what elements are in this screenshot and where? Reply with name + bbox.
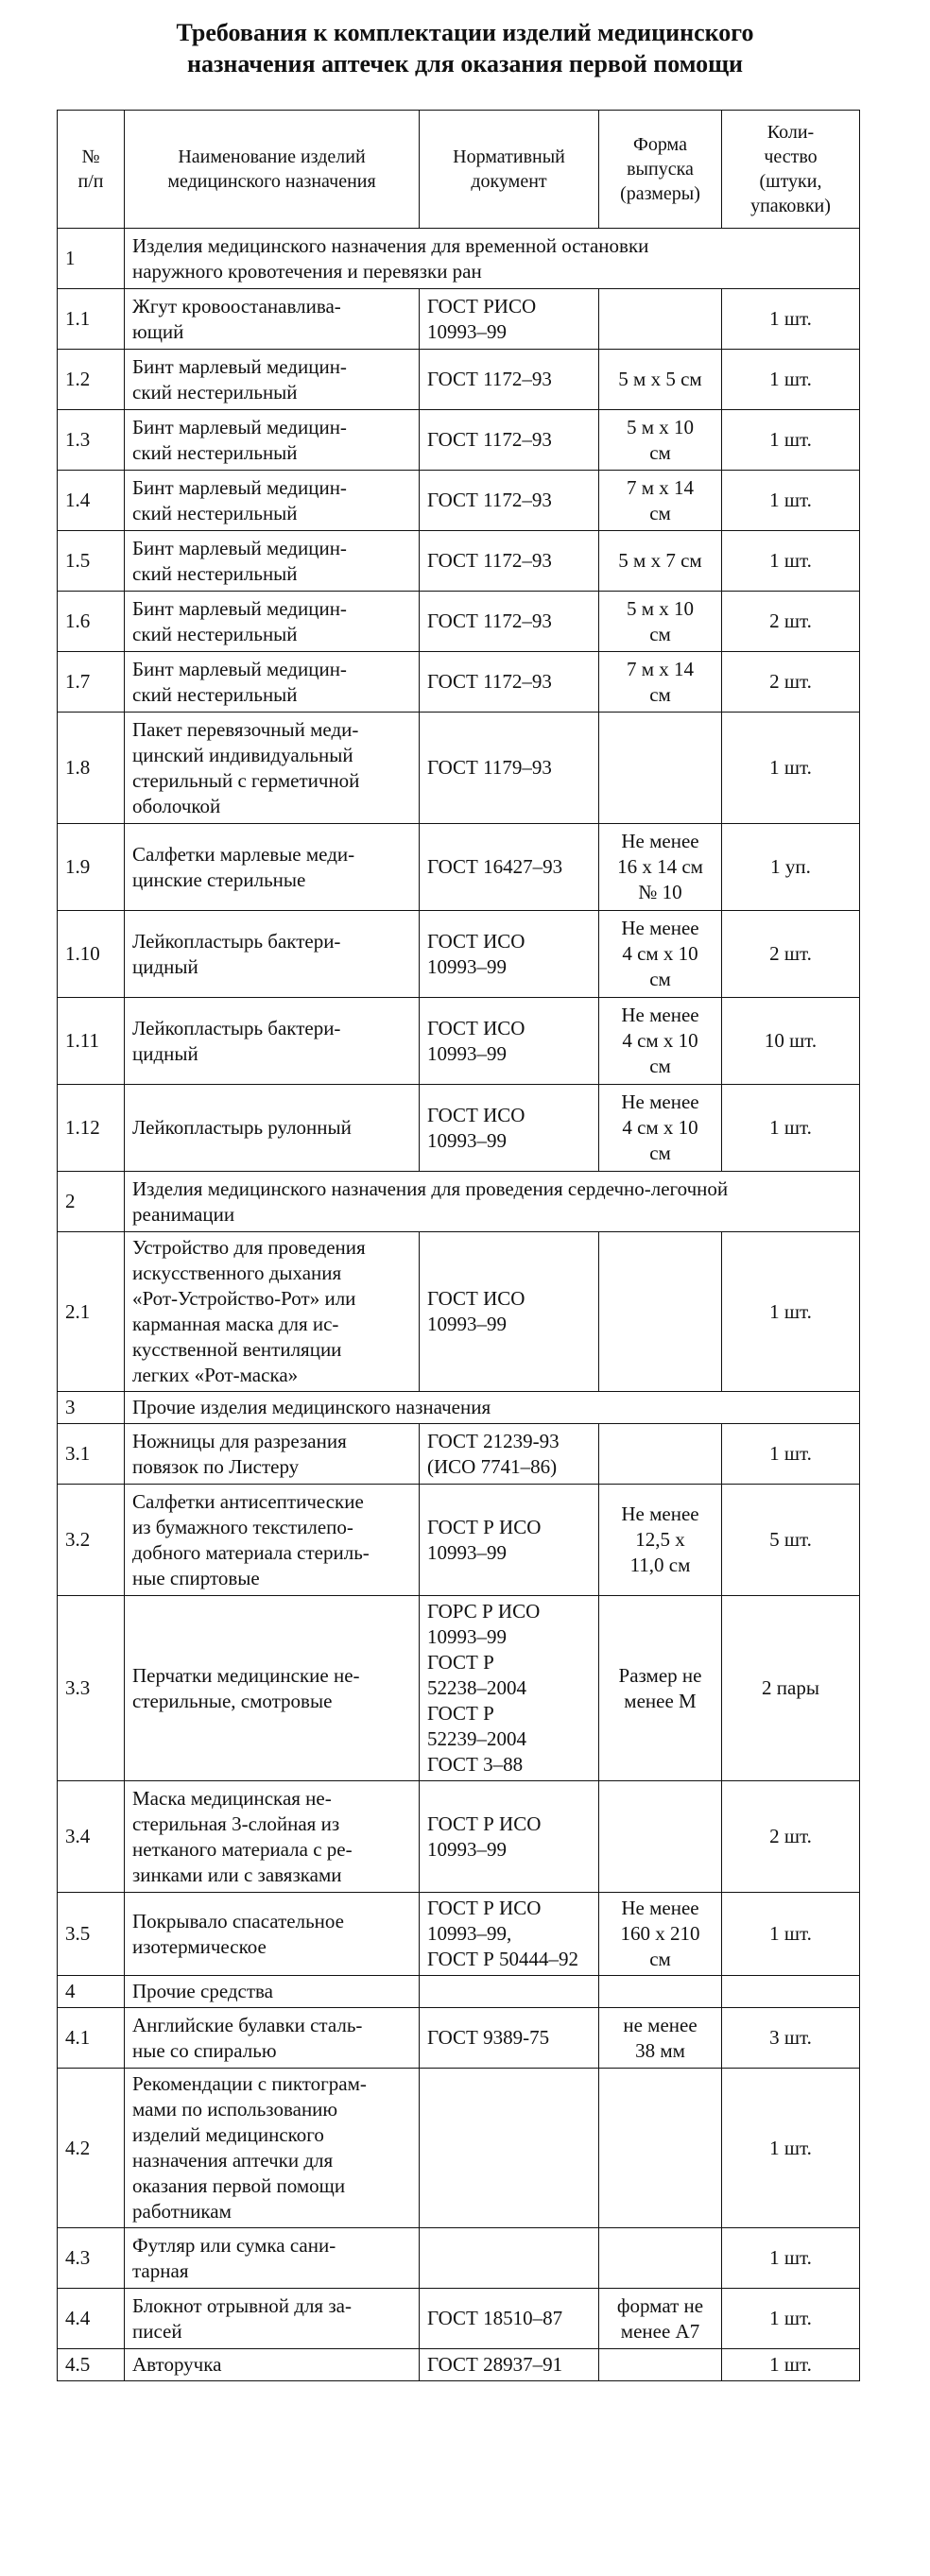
section-title: Изделия медицинского назначения для проведения сердечно-легочной реанимации [125, 1172, 860, 1232]
quantity: 1 шт. [722, 410, 860, 471]
row-number: 4.2 [58, 2069, 125, 2228]
normative-document: ГОСТ 1172–93 [420, 531, 599, 592]
item-name: Бинт марлевый медицин- ский нестерильный [125, 350, 420, 410]
section-title: Изделия медицинского назначения для временной остановки наружного кровотечения и перевязки ран [125, 229, 860, 289]
release-form: 5 м х 10 см [599, 410, 722, 471]
normative-document: ГОРС Р ИСО 10993–99 ГОСТ Р 52238–2004 ГОСТ Р 52239–2004 ГОСТ 3–88 [420, 1596, 599, 1781]
quantity: 1 шт. [722, 713, 860, 824]
normative-document: ГОСТ 1172–93 [420, 350, 599, 410]
release-form: 5 м х 10 см [599, 592, 722, 652]
normative-document [420, 2069, 599, 2228]
section-row [58, 1392, 860, 1424]
quantity: 1 шт. [722, 2228, 860, 2289]
item-name: Покрывало спасательное изотермическое [125, 1893, 420, 1976]
quantity: 1 шт. [722, 1085, 860, 1172]
quantity: 1 шт. [722, 1424, 860, 1485]
row-number: 1.12 [58, 1085, 125, 1172]
quantity: 2 шт. [722, 1781, 860, 1893]
section-title: Прочие изделия медицинского назначения [125, 1392, 860, 1424]
normative-document: ГОСТ ИСО 10993–99 [420, 911, 599, 998]
release-form: Не менее 4 см х 10 см [599, 911, 722, 998]
release-form: Размер не менее М [599, 1596, 722, 1781]
release-form: Не менее 12,5 х 11,0 см [599, 1485, 722, 1596]
release-form [599, 1781, 722, 1893]
row-number: 3.4 [58, 1781, 125, 1893]
quantity: 3 шт. [722, 2008, 860, 2069]
row-number: 1.7 [58, 652, 125, 713]
quantity: 1 шт. [722, 2289, 860, 2349]
quantity: 2 шт. [722, 911, 860, 998]
normative-document: ГОСТ ИСО 10993–99 [420, 1085, 599, 1172]
release-form: Не менее 4 см х 10 см [599, 998, 722, 1085]
item-name: Салфетки марлевые меди- цинские стерильные [125, 824, 420, 911]
normative-document: ГОСТ 1172–93 [420, 592, 599, 652]
normative-document: ГОСТ 1172–93 [420, 652, 599, 713]
table-row [58, 998, 860, 1085]
table-row [58, 2228, 860, 2289]
item-name: Салфетки антисептические из бумажного текстилепо- добного материала стериль- ные спиртовые [125, 1485, 420, 1596]
row-number: 1.1 [58, 289, 125, 350]
table-row [58, 289, 860, 350]
row-number: 2.1 [58, 1232, 125, 1392]
table-row [58, 350, 860, 410]
item-name: Футляр или сумка сани- тарная [125, 2228, 420, 2289]
row-number: 1.4 [58, 471, 125, 531]
release-form: Не менее 160 х 210 см [599, 1893, 722, 1976]
row-number: 4.1 [58, 2008, 125, 2069]
table-row [58, 592, 860, 652]
table-row [58, 713, 860, 824]
item-name: Лейкопластырь бактери- цидный [125, 998, 420, 1085]
table-row [58, 410, 860, 471]
item-name: Бинт марлевый медицин- ский нестерильный [125, 531, 420, 592]
row-number: 1.10 [58, 911, 125, 998]
row-number: 1.9 [58, 824, 125, 911]
release-form [599, 713, 722, 824]
row-number: 4 [58, 1976, 125, 2008]
table-body [58, 229, 860, 2381]
row-number: 1.3 [58, 410, 125, 471]
row-number: 1.2 [58, 350, 125, 410]
item-name: Жгут кровоостанавлива- ющий [125, 289, 420, 350]
empty-cell [722, 1976, 860, 2008]
release-form: Не менее 16 х 14 см № 10 [599, 824, 722, 911]
normative-document: ГОСТ 1179–93 [420, 713, 599, 824]
item-name: Маска медицинская не- стерильная 3-слойная из нетканого материала с ре- зинками или с завязками [125, 1781, 420, 1893]
item-name: Бинт марлевый медицин- ский нестерильный [125, 592, 420, 652]
header-doc: Нормативный документ [420, 111, 599, 229]
normative-document: ГОСТ Р ИСО 10993–99, ГОСТ Р 50444–92 [420, 1893, 599, 1976]
release-form: 7 м х 14 см [599, 471, 722, 531]
header-form: Форма выпуска (размеры) [599, 111, 722, 229]
item-name: Устройство для проведения искусственного дыхания «Рот-Устройство-Рот» или карманная маска для ис- кусственной вентиляции легких «Рот-маска» [125, 1232, 420, 1392]
quantity: 2 пары [722, 1596, 860, 1781]
release-form [599, 289, 722, 350]
table-row [58, 824, 860, 911]
normative-document: ГОСТ 16427–93 [420, 824, 599, 911]
quantity: 1 шт. [722, 471, 860, 531]
normative-document: ГОСТ ИСО 10993–99 [420, 1232, 599, 1392]
normative-document: ГОСТ 1172–93 [420, 410, 599, 471]
row-number: 3.2 [58, 1485, 125, 1596]
item-name: Авторучка [125, 2349, 420, 2381]
normative-document: ГОСТ Р ИСО 10993–99 [420, 1781, 599, 1893]
quantity: 1 уп. [722, 824, 860, 911]
normative-document [420, 2228, 599, 2289]
normative-document: ГОСТ 9389-75 [420, 2008, 599, 2069]
document-title [0, 0, 930, 79]
row-number: 3 [58, 1392, 125, 1424]
normative-document: ГОСТ 1172–93 [420, 471, 599, 531]
item-name: Бинт марлевый медицин- ский нестерильный [125, 471, 420, 531]
row-number: 4.5 [58, 2349, 125, 2381]
table-row [58, 2008, 860, 2069]
table-row [58, 1232, 860, 1392]
release-form [599, 2349, 722, 2381]
row-number: 1 [58, 229, 125, 289]
release-form: 5 м х 7 см [599, 531, 722, 592]
quantity: 10 шт. [722, 998, 860, 1085]
header-qty: Коли- чество (штуки, упаковки) [722, 111, 860, 229]
table-row [58, 1781, 860, 1893]
row-number: 1.6 [58, 592, 125, 652]
release-form: Не менее 4 см х 10 см [599, 1085, 722, 1172]
section-title: Прочие средства [125, 1976, 420, 2008]
item-name: Лейкопластырь рулонный [125, 1085, 420, 1172]
item-name: Рекомендации с пиктограм- мами по использованию изделий медицинского назначения аптечки для оказания первой помощи работникам [125, 2069, 420, 2228]
table-row [58, 1893, 860, 1976]
item-name: Блокнот отрывной для за- писей [125, 2289, 420, 2349]
table-row [58, 1596, 860, 1781]
normative-document: ГОСТ ИСО 10993–99 [420, 998, 599, 1085]
item-name: Бинт марлевый медицин- ский нестерильный [125, 652, 420, 713]
first-aid-kit-table [57, 110, 860, 2381]
quantity: 1 шт. [722, 1232, 860, 1392]
item-name: Лейкопластырь бактери- цидный [125, 911, 420, 998]
table-row [58, 1085, 860, 1172]
item-name: Бинт марлевый медицин- ский нестерильный [125, 410, 420, 471]
release-form [599, 1424, 722, 1485]
release-form [599, 1232, 722, 1392]
title-line-1: Требования к комплектации изделий медицинского [176, 19, 754, 46]
normative-document: ГОСТ РИСО 10993–99 [420, 289, 599, 350]
release-form: не менее 38 мм [599, 2008, 722, 2069]
quantity: 2 шт. [722, 592, 860, 652]
release-form [599, 2069, 722, 2228]
table-row [58, 911, 860, 998]
header-name: Наименование изделий медицинского назначения [125, 111, 420, 229]
row-number: 1.8 [58, 713, 125, 824]
section-row [58, 229, 860, 289]
empty-cell [420, 1976, 599, 2008]
item-name: Пакет перевязочный меди- цинский индивидуальный стерильный с герметичной оболочкой [125, 713, 420, 824]
row-number: 4.4 [58, 2289, 125, 2349]
section-row [58, 1976, 860, 2008]
release-form: 5 м х 5 см [599, 350, 722, 410]
table-row [58, 2289, 860, 2349]
empty-cell [599, 1976, 722, 2008]
quantity: 1 шт. [722, 350, 860, 410]
normative-document: ГОСТ 28937–91 [420, 2349, 599, 2381]
quantity: 1 шт. [722, 2349, 860, 2381]
quantity: 2 шт. [722, 652, 860, 713]
item-name: Перчатки медицинские не- стерильные, смотровые [125, 1596, 420, 1781]
item-name: Английские булавки сталь- ные со спиралью [125, 2008, 420, 2069]
release-form: формат не менее А7 [599, 2289, 722, 2349]
quantity: 5 шт. [722, 1485, 860, 1596]
item-name: Ножницы для разрезания повязок по Листеру [125, 1424, 420, 1485]
table-row [58, 1485, 860, 1596]
release-form: 7 м х 14 см [599, 652, 722, 713]
row-number: 2 [58, 1172, 125, 1232]
table-row [58, 2349, 860, 2381]
normative-document: ГОСТ 18510–87 [420, 2289, 599, 2349]
normative-document: ГОСТ Р ИСО 10993–99 [420, 1485, 599, 1596]
row-number: 4.3 [58, 2228, 125, 2289]
release-form [599, 2228, 722, 2289]
table-row [58, 531, 860, 592]
table-row [58, 471, 860, 531]
row-number: 3.5 [58, 1893, 125, 1976]
table-row [58, 1424, 860, 1485]
quantity: 1 шт. [722, 531, 860, 592]
table-row [58, 652, 860, 713]
row-number: 3.1 [58, 1424, 125, 1485]
header-num: № п/п [58, 111, 125, 229]
table-header-row [58, 111, 860, 229]
quantity: 1 шт. [722, 289, 860, 350]
normative-document: ГОСТ 21239-93 (ИСО 7741–86) [420, 1424, 599, 1485]
row-number: 3.3 [58, 1596, 125, 1781]
quantity: 1 шт. [722, 1893, 860, 1976]
quantity: 1 шт. [722, 2069, 860, 2228]
row-number: 1.5 [58, 531, 125, 592]
row-number: 1.11 [58, 998, 125, 1085]
title-line-2: назначения аптечек для оказания первой помощи [186, 50, 744, 77]
table-row [58, 2069, 860, 2228]
section-row [58, 1172, 860, 1232]
